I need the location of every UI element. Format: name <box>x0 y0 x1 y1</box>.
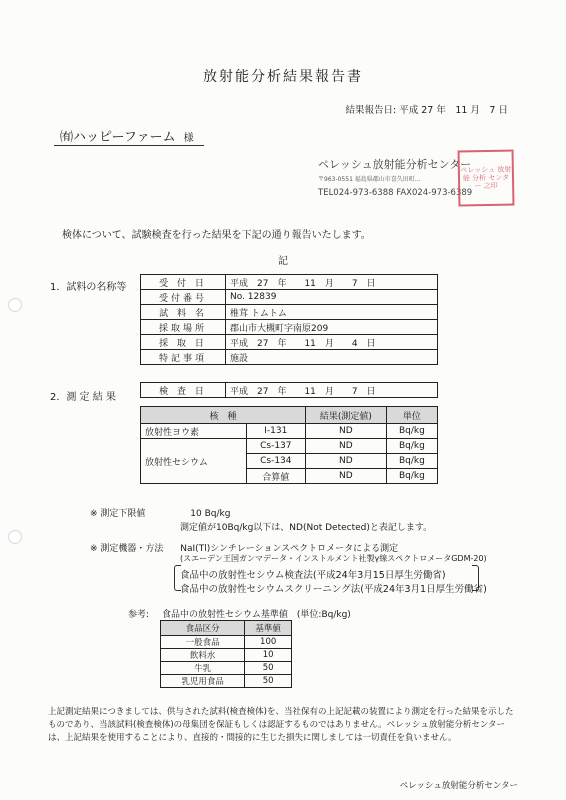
limit-line <box>90 506 230 519</box>
table-row <box>141 335 438 350</box>
table-header-row <box>161 621 292 636</box>
method-2: 食品中の放射性セシウムスクリーニング法(平成24年3月1日厚生労働省) <box>180 584 487 595</box>
unit: Bq/kg <box>386 424 437 439</box>
table-row <box>141 305 438 320</box>
report-title: 放射能分析結果報告書 <box>203 69 363 85</box>
inspection-date-table <box>140 382 438 398</box>
standards-table <box>160 620 292 688</box>
row-label: 採 取 日 <box>141 335 226 350</box>
unit: Bq/kg <box>386 454 437 469</box>
reference-title: 食品中の放射性セシウム基準値 (単位:Bq/kg) <box>162 610 351 620</box>
col-header-category: 食品区分 <box>161 621 245 636</box>
standard-value: 50 <box>245 662 292 675</box>
method-1: 食品中の放射性セシウム検査法(平成24年3月15日厚生労働省) <box>180 570 446 581</box>
nuclide: I-131 <box>246 424 305 439</box>
standard-value: 50 <box>245 675 292 688</box>
seal-stamp: ペレッシュ 放射能 分析 センター 之印 <box>458 150 515 207</box>
table-row <box>141 350 438 365</box>
section2-heading: 2．測 定 結 果 <box>50 392 116 403</box>
row-value: 平成 27 年 11 月 7 日 <box>226 383 438 398</box>
col-header-result: 結果(測定値) <box>305 407 386 424</box>
limit-label: ※ 測定下限値 <box>90 509 146 519</box>
result: ND <box>305 439 386 454</box>
recipient-name: ㈲ハッピーファーム <box>60 130 176 145</box>
table-row <box>161 675 292 688</box>
org-address: 〒963-0551 福島県郡山市喜久田町… <box>318 176 421 183</box>
table-row <box>141 320 438 335</box>
result: ND <box>305 469 386 484</box>
table-row <box>141 275 438 290</box>
org-tel: TEL024-973-6388 FAX024-973-6389 <box>318 188 473 198</box>
recipient <box>60 126 194 145</box>
row-label: 受付番号 <box>141 290 226 305</box>
nuclide: Cs-134 <box>246 454 305 469</box>
category: 一般食品 <box>161 636 245 649</box>
col-header-unit: 単位 <box>386 407 437 424</box>
standard-value: 100 <box>245 636 292 649</box>
result: ND <box>305 424 386 439</box>
recipient-underline <box>54 145 204 146</box>
unit: Bq/kg <box>386 439 437 454</box>
row-label: 特記事項 <box>141 350 226 365</box>
col-header-nuclide: 核 種 <box>141 407 306 424</box>
binder-hole <box>8 530 22 544</box>
table-row <box>141 439 438 454</box>
results-table <box>140 406 438 484</box>
row-value: No. 12839 <box>226 290 438 305</box>
row-label: 試 料 名 <box>141 305 226 320</box>
row-label: 検 査 日 <box>141 383 226 398</box>
category: 乳児用食品 <box>161 675 245 688</box>
disclaimer: 上記測定結果につきましては、供与された試料(検査検体)を、当社保有の上記記載の装置により測定を行った結果を示したものであり、当該試料(検査検体)の母集団を保証もしくは認証するものではありません。ペレッシュ放射能分析センターは、上記結果を使用することにより、直接的・間接的に生じた損失に関しましては一切責任を負いません。 <box>48 707 514 744</box>
nuclide: 合算値 <box>246 469 305 484</box>
row-value: 椎茸 トムトム <box>226 305 438 320</box>
group-iodine: 放射性ヨウ素 <box>141 424 247 439</box>
row-label: 受 付 日 <box>141 275 226 290</box>
binder-hole <box>8 298 22 312</box>
row-value: 郡山市大槻町字南原209 <box>226 320 438 335</box>
equipment-line2: (スエーデン王国ガンマデータ・インストルメント社製γ線スペクトロメータGDM-20) <box>180 554 487 563</box>
table-row <box>141 424 438 439</box>
table-row <box>141 290 438 305</box>
table-row <box>161 636 292 649</box>
row-value: 平成 27 年 11 月 4 日 <box>226 335 438 350</box>
limit-value: 10 Bq/kg <box>190 509 231 519</box>
equipment-line1: NaI(Tl)シンチレーションスペクトロメータによる測定 <box>180 544 399 554</box>
footer-org: ペレッシュ放射能分析センター <box>399 781 518 791</box>
table-row <box>161 662 292 675</box>
standard-value: 10 <box>245 649 292 662</box>
category: 飲料水 <box>161 649 245 662</box>
table-row <box>141 383 438 398</box>
sample-info-table <box>140 274 438 365</box>
org-name: ペレッシュ放射能分析センター <box>318 158 472 171</box>
equipment-label: ※ 測定機器・方法 <box>90 544 164 554</box>
limit-note: 測定値が10Bq/kg以下は、ND(Not Detected)と表記します。 <box>180 523 433 533</box>
intro-text: 検体について、試験検査を行った結果を下記の通り報告いたします。 <box>62 230 371 241</box>
reference-label: 参考: <box>128 610 150 620</box>
row-value: 施設 <box>226 350 438 365</box>
table-header-row <box>141 407 438 424</box>
ki-heading: 記 <box>278 256 288 267</box>
group-cesium: 放射性セシウム <box>141 439 247 484</box>
table-row <box>161 649 292 662</box>
col-header-standard: 基準値 <box>245 621 292 636</box>
unit: Bq/kg <box>386 469 437 484</box>
row-value: 平成 27 年 11 月 7 日 <box>226 275 438 290</box>
nuclide: Cs-137 <box>246 439 305 454</box>
category: 牛乳 <box>161 662 245 675</box>
result: ND <box>305 454 386 469</box>
recipient-honorific: 様 <box>183 133 194 144</box>
section1-heading: 1．試料の名称等 <box>50 282 127 293</box>
method-lines <box>180 567 487 595</box>
row-label: 採取場所 <box>141 320 226 335</box>
report-date: 結果報告日: 平成 27 年 11 月 7 日 <box>345 105 508 116</box>
